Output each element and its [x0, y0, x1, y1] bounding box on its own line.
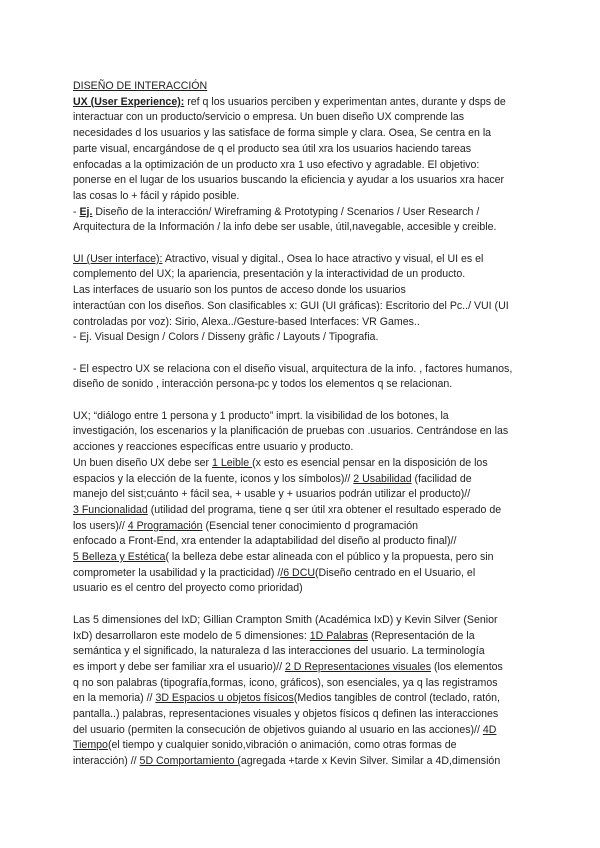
dialogue-line: acciones y reacciones específicas entre usuario y producto.: [73, 441, 354, 454]
ui-line: Las interfaces de usuario son los puntos de acceso donde los usuarios: [73, 284, 406, 297]
dimension-5-label: 5D Comportamiento (: [139, 755, 241, 768]
ux-example-line: - Ej. Diseño de la interacción/ Wireframing & Prototyping / Scenarios / User Research /: [73, 205, 480, 218]
dimensions-line: pantalla..) palabras, representaciones visuales y objetos físicos q definen las interacciones: [73, 708, 499, 721]
principle-4-label: 4 Programación: [127, 519, 203, 532]
principle-2-label: 2 Usabilidad: [353, 472, 412, 485]
title-text: DISEÑO DE INTERACCIÓN: [73, 80, 208, 92]
dimension-4-label-b: Tiempo: [73, 739, 108, 752]
ux-line: parte visual, encargándose de q el producto sea útil xra los usuarios haciendo tareas: [73, 142, 472, 155]
ux-line: necesidades d los usuarios y las satisface de forma simple y clara. Osea, Se centra en la: [73, 127, 492, 140]
dimension-2-label: 2 D Representaciones visuales: [284, 660, 431, 673]
paragraph-gap: [73, 236, 540, 252]
dialogue-line: investigación, los escenarios y la planificación de pruebas con .usuarios. Centrándose en las: [73, 425, 509, 438]
principles-line: 5 Belleza y Estética( la belleza debe estar alineada con el público y la propuesta, pero sin: [73, 551, 494, 564]
principles-line: 3 Funcionalidad (utilidad del programa, tiene q ser útil xra obtener el resultado esperado de: [73, 503, 502, 516]
principles-line: usuario es el centro del proyecto como prioridad): [73, 582, 303, 595]
dimension-1-label: 1D Palabras: [309, 629, 369, 642]
principle-3-label: 3 Funcionalidad: [73, 503, 148, 516]
principles-line: espacios y la elección de la fuente, iconos y los símbolos)// 2 Usabilidad (facilidad de: [73, 472, 472, 485]
principles-line: enfocado a Front-End, xra entender la adaptabilidad del diseño al producto final)//: [73, 535, 457, 548]
ux-line: ponerse en el lugar de los usuarios buscando la eficiencia y ayudar a los usuarios xra hacer: [73, 174, 505, 187]
principles-line: los users)// 4 Programación (Esencial tener conocimiento d programación: [73, 519, 419, 532]
ui-example-line: - Ej. Visual Design / Colors / Disseny gràfic / Layouts / Tipografia.: [73, 331, 379, 344]
dimensions-line: en la memoria) // 3D Espacios u objetos físicos(Medios tangibles de control (teclado, ratón,: [73, 692, 500, 705]
principles-line: comprometer la usabilidad y la practicidad) //6 DCU(Diseño centrado en el Usuario, el: [73, 566, 476, 579]
spectrum-line: diseño de sonido , interacción persona-pc y todos los elementos q se relacionan.: [73, 378, 453, 391]
ui-line: controladas por voz): Sirio, Alexa../Gesture-based Interfaces: VR Games..: [73, 315, 420, 328]
ux-line: enfocadas a la optimización de un producto xra 1 uso efectivo y agradable. El objetivo:: [73, 158, 480, 171]
ux-line: las cosas lo + fácil y rápido posible.: [73, 189, 240, 202]
paragraph-gap: [73, 393, 540, 409]
ui-line: complemento del UX; la apariencia, presentación y la interactividad de un producto.: [73, 268, 466, 281]
dimensions-line: interacción) // 5D Comportamiento (agregada +tarde x Kevin Silver. Similar a 4D,dimensión: [73, 755, 501, 768]
principles-line: Un buen diseño UX debe ser 1 Leible (x esto es esencial pensar en la disposición de los: [73, 456, 488, 469]
ux-line: interactuar con un producto/servicio o empresa. Un buen diseño UX comprende las: [73, 111, 465, 124]
dimension-4-label-a: 4D: [482, 723, 497, 736]
dialogue-line: UX; “diálogo entre 1 persona y 1 producto” imprt. la visibilidad de los botones, la: [73, 409, 449, 422]
dimensions-line: del usuario (permiten la consecución de objetivos guiando al usuario en las acciones)// 4D: [73, 723, 497, 736]
ui-term: UI (User interface):: [73, 252, 163, 265]
paragraph-gap: [73, 346, 540, 362]
ux-line-1: UX (User Experience): ref q los usuarios perciben y experimentan antes, durante y dsps de: [73, 95, 506, 108]
dimension-3-label: 3D Espacios u objetos físicos: [155, 692, 294, 705]
document-title: [73, 79, 540, 95]
ux-example-label: Ej.: [79, 205, 93, 218]
principle-6-label: /6 DCU: [280, 566, 315, 579]
principles-line: manejo del sist;cuánto + fácil sea, + usable y + usuarios podrán utilizar el producto)//: [73, 488, 471, 501]
dimensions-line: q no son palabras (tipografía,formas, icono, gráficos), son esenciales, ya q las registramos: [73, 676, 498, 689]
ux-example-line-2: Arquitectura de la Información / la info debe ser usable, útil,navegable, accesible y creible.: [73, 221, 497, 234]
ux-term: UX (User Experience):: [73, 95, 185, 108]
ui-line-1: UI (User interface): Atractivo, visual y digital., Osea lo hace atractivo y visual, el UI es el: [73, 252, 484, 265]
dimensions-line: Las 5 dimensiones del IxD; Gillian Crampton Smith (Académica IxD) y Kevin Silver (Senior: [73, 613, 498, 626]
dimensions-line: es import y debe ser familiar xra el usuario)// 2 D Representaciones visuales (los elementos: [73, 660, 503, 673]
dimensions-line: Tiempo(el tiempo y cualquier sonido,vibración o animación, como otras formas de: [73, 739, 457, 752]
dimensions-line: IxD) desarrollaron este modelo de 5 dimensiones: 1D Palabras (Representación de la: [73, 629, 475, 642]
spectrum-line: - El espectro UX se relaciona con el diseño visual, arquitectura de la info. , factores humanos,: [73, 362, 513, 375]
principle-5-label: 5 Belleza y Estética: [73, 551, 166, 564]
ui-line: interactúan con los diseños. Son clasificables x: GUI (UI gráficas): Escritorio del Pc../ VUI (UI: [73, 299, 509, 312]
principle-1-label: 1 Leible: [212, 456, 253, 469]
paragraph-gap: [73, 597, 540, 613]
dimensions-line: semántica y el significado, la naturaleza d las interacciones del usuario. La terminología: [73, 645, 485, 658]
